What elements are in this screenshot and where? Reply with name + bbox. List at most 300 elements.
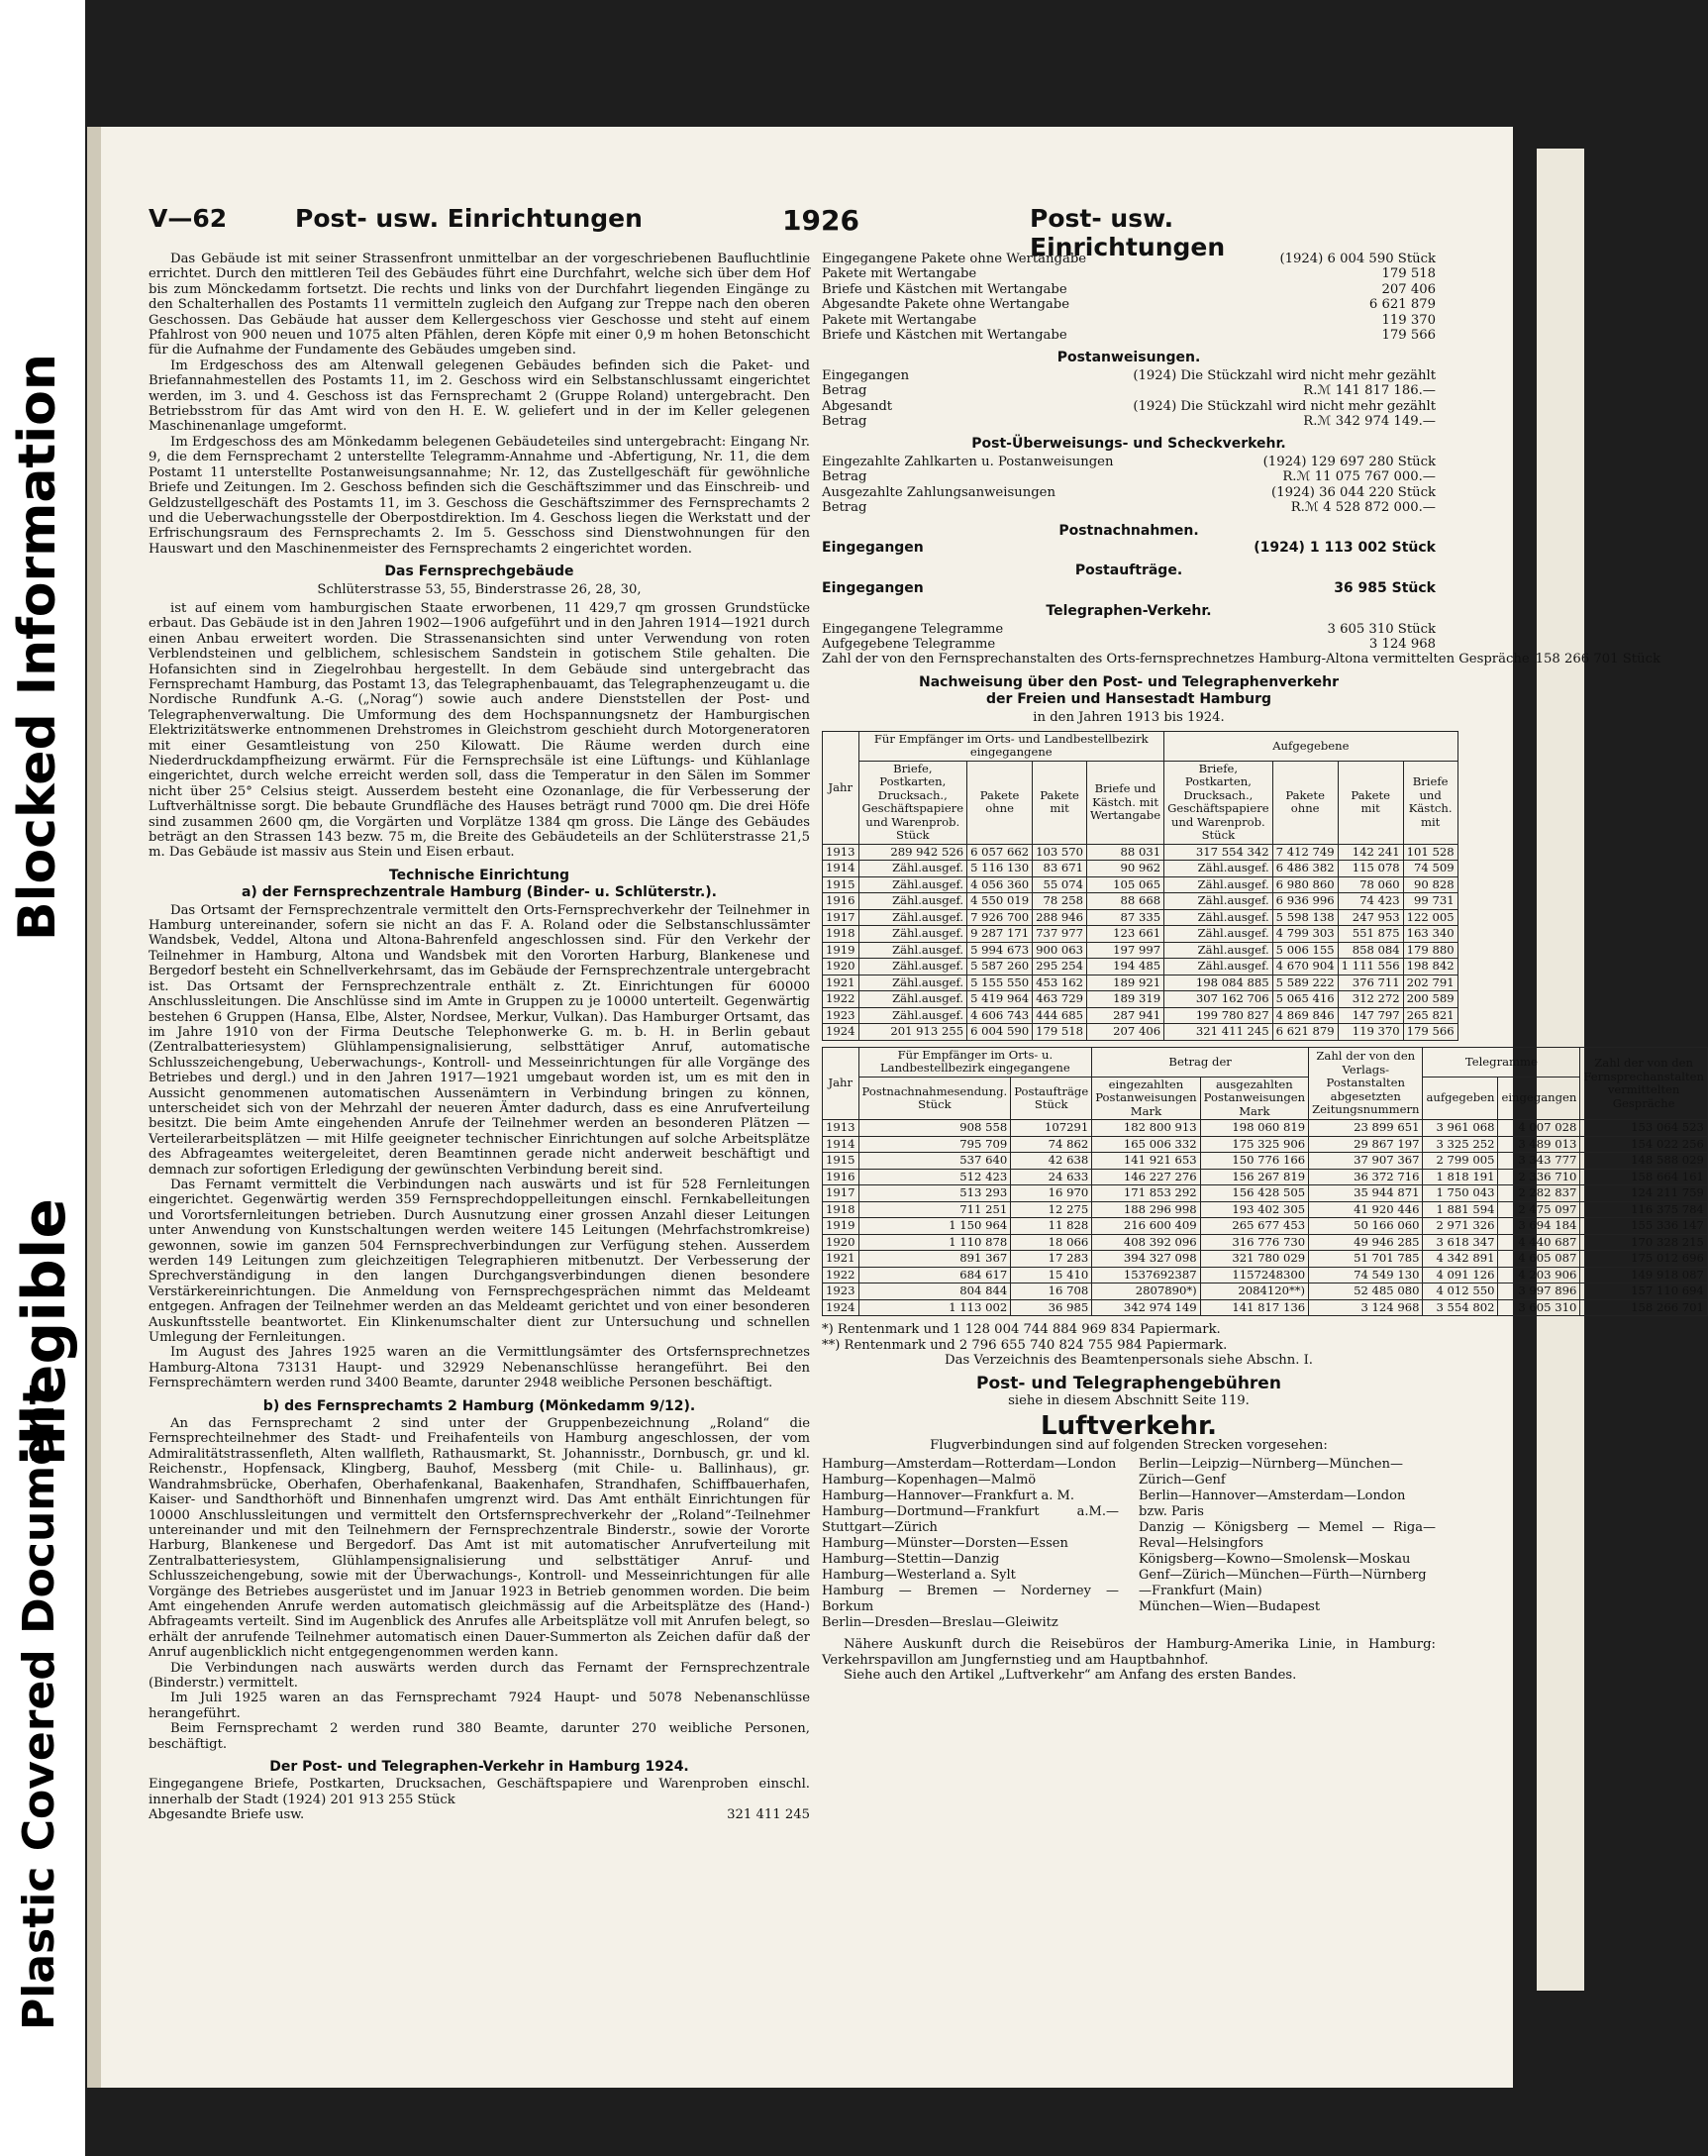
stat-entry xyxy=(822,368,1436,383)
section-heading: Nachweisung über den Post- und Telegraphenverkehr xyxy=(919,673,1339,690)
stat-value: 179 518 xyxy=(1381,266,1436,282)
traffic-table-2 xyxy=(822,1047,1708,1317)
stat-entry xyxy=(822,469,1436,484)
table-column-header: aufgegeben xyxy=(1423,1077,1498,1120)
routes-left xyxy=(822,1457,1119,1631)
table-cell: 1922 xyxy=(823,1267,859,1283)
stat-value: (1924) Die Stückzahl wird nicht mehr gezählt xyxy=(1133,398,1436,414)
table-cell: 179 518 xyxy=(1033,1024,1087,1041)
table-cell: 5 116 130 xyxy=(967,861,1033,877)
table-cell: 142 241 xyxy=(1338,844,1403,861)
table-cell: 321 411 245 xyxy=(1164,1024,1273,1041)
table-cell: 119 370 xyxy=(1338,1024,1403,1041)
table-header: Jahr xyxy=(823,1047,859,1120)
route-item: Danzig — Königsberg — Memel — Riga—Reval—Helsingfors xyxy=(1139,1520,1436,1552)
section-heading: a) der Fernsprechzentrale Hamburg (Binder- u. Schlüterstr.). xyxy=(241,884,718,901)
table-cell: 202 791 xyxy=(1403,975,1457,991)
table-header: Zahl der von den Verlags-Postanstalten abgesetzten Zeitungsnummern xyxy=(1309,1047,1423,1120)
stat-value: 36 985 Stück xyxy=(1334,579,1436,596)
table-column-header: Briefe und Kästch. mit xyxy=(1403,761,1457,844)
section-heading: Postnachnahmen. xyxy=(1058,522,1199,539)
table-cell: 74 423 xyxy=(1338,893,1403,910)
table-cell: Zähl.ausgef. xyxy=(1164,926,1273,943)
table-cell: 99 731 xyxy=(1403,893,1457,910)
table-row xyxy=(823,844,1458,861)
routes-right xyxy=(1139,1457,1436,1631)
table-cell: 141 817 136 xyxy=(1200,1299,1308,1316)
flight-routes xyxy=(822,1457,1436,1631)
table-cell: 1 150 964 xyxy=(858,1218,1011,1235)
stat-label: Zahl der von den Fernsprechanstalten des Orts-fernsprechnetzes Hamburg-Altona vermittelten Gespräche xyxy=(822,652,1530,667)
table-cell: 3 694 184 xyxy=(1498,1218,1580,1235)
table-cell: 146 227 276 xyxy=(1092,1169,1200,1185)
table-cell: 165 006 332 xyxy=(1092,1136,1200,1153)
stat-entry xyxy=(822,500,1436,515)
telegraph-stats xyxy=(822,621,1660,667)
route-item: Genf—Zürich—München—Fürth—Nürnberg—Frankfurt (Main) xyxy=(1139,1568,1427,1599)
table-cell: 158 664 161 xyxy=(1580,1169,1708,1185)
table-cell: 3 124 968 xyxy=(1309,1299,1423,1316)
table-cell: 124 211 759 xyxy=(1580,1185,1708,1202)
table-cell: 179 880 xyxy=(1403,942,1457,959)
route-item: Berlin—Hannover—Amsterdam—London bzw. Paris xyxy=(1139,1489,1406,1520)
table-cell: Zähl.ausgef. xyxy=(1164,942,1273,959)
section-subheading: in den Jahren 1913 bis 1924. xyxy=(1033,709,1225,725)
section-subheading: Flugverbindungen sind auf folgenden Strecken vorgesehen: xyxy=(930,1437,1328,1453)
table-cell: 24 633 xyxy=(1011,1169,1092,1185)
paragraph: Siehe auch den Artikel „Luftverkehr“ am Anfang des ersten Bandes. xyxy=(844,1668,1297,1684)
table-cell: Zähl.ausgef. xyxy=(1164,861,1273,877)
table-cell: 50 166 060 xyxy=(1309,1218,1423,1235)
table-cell: 512 423 xyxy=(858,1169,1011,1185)
traffic-table-1 xyxy=(822,731,1458,1041)
table-cell: 1923 xyxy=(823,1283,859,1300)
section-heading: Post- und Telegraphengebühren xyxy=(976,1373,1281,1393)
table-cell: 2807890*) xyxy=(1092,1283,1200,1300)
stat-entry xyxy=(822,282,1436,297)
table-cell: 4 012 550 xyxy=(1423,1283,1498,1300)
table-cell: 193 402 305 xyxy=(1200,1201,1308,1218)
table-cell: 149 918 087 xyxy=(1580,1267,1708,1283)
stat-entry xyxy=(822,252,1436,266)
table-column-header: Briefe, Postkarten, Drucksach., Geschäftspapiere und Warenprob. Stück xyxy=(858,761,967,844)
table-cell: 1924 xyxy=(823,1024,859,1041)
table-cell: 3 554 802 xyxy=(1423,1299,1498,1316)
table-row xyxy=(823,1136,1708,1153)
table-row xyxy=(823,1007,1458,1024)
stat-label: Betrag xyxy=(822,414,867,430)
table-column-header: Pakete mit xyxy=(1338,761,1403,844)
table-cell: 3 997 896 xyxy=(1498,1283,1580,1300)
stat-value: (1924) 6 004 590 Stück xyxy=(1279,252,1436,266)
table-header: Aufgegebene xyxy=(1164,731,1458,761)
stat-label: Briefe und Kästchen mit Wertangabe xyxy=(822,328,1067,344)
table-row xyxy=(823,1201,1708,1218)
table-cell: 1 110 878 xyxy=(858,1234,1011,1251)
route-item: Königsberg—Kowno—Smolensk—Moskau xyxy=(1139,1552,1411,1568)
table-column-header: ausgezahlten Postanweisungen Mark xyxy=(1200,1077,1308,1120)
table-column-header: Briefe und Kästch. mit Wertangabe xyxy=(1087,761,1164,844)
stat-label: Aufgegebene Telegramme xyxy=(822,636,996,652)
table-cell: 158 266 701 xyxy=(1580,1299,1708,1316)
paragraph: Das Ortsamt der Fernsprechzentrale vermittelt den Orts-Fernsprechverkehr der Teilnehmer in Hamburg untereinander, sofern sie nicht an das F. A. Roland oder die Selbstanschlussämter Wandsbek, Veddel, Altona und Altona-Bahrenfeld angeschlossen sind. Für den Verkehr der Teilnehmer in Hamburg, Altona und Wandsbek mit den Vororten Harburg, Blankenese und Bergedorf besteht ein Schnellverkehrsamt, das im Gebäude der Fernsprechzentrale untergebracht ist. Das Ortsamt der Fernsprechzentrale enthält z. Zt. Einrichtungen für 60000 Anschlussleitungen. Die Anschlüsse sind im Amte in Gruppen zu je 10000 unterteilt. Gegenwärtig bestehen 6 Gruppen (Hansa, Elbe, Alster, Nordsee, Merkur, Vulkan). Das Hamburger Ortsamt, das im Jahre 1910 von der Firma Deutsche Telephonwerke G. m. b. H. in Berlin gebaut (Zentralbatteriesystem) Glühlampensignalisierung, selbsttätiger Anruf, automatische Schlusszeichengebung, Ueberwachungs-, Kontroll- und Messeinrichtungen für alle Vorgänge des Betriebes und dergl.) und in den Jahren 1917—1921 umgebaut worden ist, um es mit den in Aussicht genommenen automatischen Aussenämtern in Verbindung bringen zu können, unterscheidet sich von der Mehrzahl der neueren Ämter dadurch, dass es eine Anrufverteilung besitzt. Die beim Amte eingehenden Anrufe der Teilnehmer werden an besonderen Plätzen — Verteilerarbeitsplätzen — mit Hilfe geeigneter technischer Einrichtungen auf solche Arbeitsplätze des Abfrageamtes weitergeleitet, deren Beamtinnen gerade nicht anderweit beschäftigt und demnach zur sofortigen Erledigung der gewünschten Verbindung bereit sind. xyxy=(149,902,810,1178)
table-cell: 2 971 326 xyxy=(1423,1218,1498,1235)
stat-value: R.ℳ 141 817 186.— xyxy=(1303,383,1436,399)
table-cell: 11 828 xyxy=(1011,1218,1092,1235)
table-cell: 6 486 382 xyxy=(1272,861,1338,877)
table-column-header: Pakete ohne xyxy=(1272,761,1338,844)
table-row xyxy=(823,1169,1708,1185)
table-cell: 23 899 651 xyxy=(1309,1120,1423,1137)
table-cell: 408 392 096 xyxy=(1092,1234,1200,1251)
money-order-stats xyxy=(822,368,1436,430)
page-number: V—62 xyxy=(149,204,228,233)
stat-value: 207 406 xyxy=(1381,281,1436,297)
plastic-covered-label: Plastic Covered Document xyxy=(14,1384,64,2030)
table-cell: 1 113 002 xyxy=(858,1299,1011,1316)
stat-label: Betrag xyxy=(822,383,867,399)
table-cell: 6 980 860 xyxy=(1272,876,1338,893)
table-cell: 123 661 xyxy=(1087,926,1164,943)
table-cell: 1916 xyxy=(823,1169,859,1185)
table-column-header: eingegangen xyxy=(1498,1077,1580,1120)
table-cell: 194 485 xyxy=(1087,959,1164,975)
table-cell: 3 618 347 xyxy=(1423,1234,1498,1251)
table-cell: 265 821 xyxy=(1403,1007,1457,1024)
stat-label: Eingegangen xyxy=(822,579,924,596)
route-item: München—Wien—Budapest xyxy=(1139,1599,1321,1615)
stat-label: Abgesandte Pakete ohne Wertangabe xyxy=(822,297,1070,313)
table-cell: 1157248300 xyxy=(1200,1267,1308,1283)
stat-value: R.ℳ 4 528 872 000.— xyxy=(1290,500,1436,516)
table-cell: 5 065 416 xyxy=(1272,991,1338,1008)
stat-label: Eingegangen xyxy=(822,539,924,556)
table-cell: 7 926 700 xyxy=(967,909,1033,926)
stat-label: Abgesandt xyxy=(822,398,893,414)
section-heading: Postaufträge. xyxy=(1074,563,1183,579)
table-row xyxy=(823,991,1458,1008)
table-cell: 4 007 028 xyxy=(1498,1120,1580,1137)
table-cell: 115 078 xyxy=(1338,861,1403,877)
table-cell: 908 558 xyxy=(858,1120,1011,1137)
table-column-header: Postaufträge Stück xyxy=(1011,1077,1092,1120)
stat-value: 321 411 245 xyxy=(727,1807,810,1823)
table-cell: 1923 xyxy=(823,1007,859,1024)
table-cell: 18 066 xyxy=(1011,1234,1092,1251)
paragraph: Im August des Jahres 1925 waren an die Vermittlungsämter des Ortsfernsprechnetzes Hamburg-Altona 73131 Haupt- und 32929 Nebenanschlüsse herangeführt. Bei den Fernsprechämtern werden rund 3400 Beamte, darunter 2948 weibliche Personen beschäftigt. xyxy=(149,1345,810,1391)
table-cell: 1924 xyxy=(823,1299,859,1316)
stat-entry xyxy=(822,637,1436,652)
table-row xyxy=(823,861,1458,877)
section-subheading: siehe in diesem Abschnitt Seite 119. xyxy=(1008,1393,1250,1409)
stat-entry xyxy=(822,297,1436,312)
table-cell: Zähl.ausgef. xyxy=(858,991,967,1008)
table-cell: 711 251 xyxy=(858,1201,1011,1218)
table-row xyxy=(823,926,1458,943)
header-title-left: Post- usw. Einrichtungen xyxy=(295,204,643,233)
table-cell: 804 844 xyxy=(858,1283,1011,1300)
stat-entry xyxy=(822,541,1436,556)
table-cell: Zähl.ausgef. xyxy=(858,909,967,926)
section-heading: der Freien und Hansestadt Hamburg xyxy=(985,691,1271,708)
table-cell: 4 091 126 xyxy=(1423,1267,1498,1283)
table-cell: 189 319 xyxy=(1087,991,1164,1008)
stat-entry xyxy=(149,1777,810,1807)
table-cell: Zähl.ausgef. xyxy=(1164,876,1273,893)
table-cell: Zähl.ausgef. xyxy=(858,926,967,943)
table-cell: 157 110 694 xyxy=(1580,1283,1708,1300)
table-cell: 1920 xyxy=(823,1234,859,1251)
side-label-strip xyxy=(0,0,85,2156)
table-cell: 103 570 xyxy=(1033,844,1087,861)
table-row xyxy=(823,942,1458,959)
table-cell: 1918 xyxy=(823,1201,859,1218)
table-row xyxy=(823,909,1458,926)
table-cell: 4 670 904 xyxy=(1272,959,1338,975)
table-cell: 141 921 653 xyxy=(1092,1153,1200,1170)
table-cell: 1913 xyxy=(823,844,859,861)
stat-label: Eingegangene Briefe, Postkarten, Drucksachen, Geschäftspapiere und Warenproben einschl. innerhalb der Stadt xyxy=(149,1777,810,1807)
stat-value: 3 605 310 Stück xyxy=(1327,621,1436,637)
table-cell: 42 638 xyxy=(1011,1153,1092,1170)
table-cell: 5 006 155 xyxy=(1272,942,1338,959)
paragraph: Die Verbindungen nach auswärts werden durch das Fernamt der Fernsprechzentrale (Binderstr.) vermittelt. xyxy=(149,1660,810,1691)
table-cell: 6 004 590 xyxy=(967,1024,1033,1041)
table-cell: 170 328 215 xyxy=(1580,1234,1708,1251)
table-cell: 3 961 068 xyxy=(1423,1120,1498,1137)
table-cell: 1915 xyxy=(823,1153,859,1170)
table-cell: 2 282 837 xyxy=(1498,1185,1580,1202)
table-cell: Zähl.ausgef. xyxy=(1164,909,1273,926)
table-cell: 1921 xyxy=(823,975,859,991)
stat-value: (1924) 1 113 002 Stück xyxy=(1254,539,1436,556)
stat-label: Betrag xyxy=(822,469,867,485)
table-header: Telegramme xyxy=(1423,1047,1580,1077)
paragraph: ist auf einem vom hamburgischen Staate erworbenen, 11 429,7 qm grossen Grundstücke erbaut. Das Gebäude ist in den Jahren 1902—1906 aufgeführt und in den Jahren 1914—1921 durch einen Anbau erweitert worden. Die Strassenansichten sind unter Verwendung von roten Verblendsteinen und gelblichem, schlesischem Sandstein in gotischem Stile gehalten. Die Hofansichten sind in Ziegelrohbau hergestellt. In dem Gebäude sind untergebracht das Fernsprechamt Hamburg, das Postamt 13, das Telegraphenbauamt, das Telegraphenzeugamt u. die Nordische Rundfunk A.-G. („Norag“) sowie auch andere Dienststellen der Post- und Telegraphenverwaltung. Die Umformung des dem Hochspannungsnetz der Hamburgischen Elektrizitätswerke entnommenen Drehstromes in Gleichstrom geschieht durch Motorgeneratoren mit einer Gesamtleistung von 250 Kilowatt. Die Räume werden durch eine Niederdruckdampfheizung erwärmt. Für die Fernsprechsäle ist eine Lüftungs- und Kühlanlage eingerichtet, durch welche erreicht werden soll, dass die Temperatur in den Sälen im Sommer nicht über 25° Celsius steigt. Ausserdem besteht eine Ozonanlage, die für Verbesserung der Luftverhältnisse sorgt. Die bebaute Grundfläche des Hauses beträgt rund 7000 qm. Die drei Höfe sind zusammen 2600 qm, die Vorgärten und Vorplätze 1384 qm gross. Die Länge des Gebäudes beträgt an den Strassen 143 bezw. 75 m, die Breite des Gebäudeteils an der Schlüterstrasse 21,5 m. Das Gebäude ist massiv aus Stein und Eisen erbaut. xyxy=(149,600,810,861)
table-cell: 5 419 964 xyxy=(967,991,1033,1008)
table-cell: 88 668 xyxy=(1087,893,1164,910)
table-cell: 155 336 147 xyxy=(1580,1218,1708,1235)
table-cell: 1 881 594 xyxy=(1423,1201,1498,1218)
route-item: Berlin—Leipzig—Nürnberg—München—Zürich—Genf xyxy=(1139,1457,1403,1489)
section-heading: Telegraphen-Verkehr. xyxy=(1046,603,1212,620)
table-cell: Zähl.ausgef. xyxy=(858,942,967,959)
section-subheading: Schlüterstrasse 53, 55, Binderstrasse 26, 28, 30, xyxy=(317,581,642,597)
table-cell: 1919 xyxy=(823,942,859,959)
table-cell: 3 605 310 xyxy=(1498,1299,1580,1316)
table-cell: 37 907 367 xyxy=(1309,1153,1423,1170)
table-cell: 4 056 360 xyxy=(967,876,1033,893)
table-cell: 5 155 550 xyxy=(967,975,1033,991)
blocked-information-label: Blocked Information xyxy=(8,354,67,941)
table-cell: 154 022 256 xyxy=(1580,1136,1708,1153)
table-cell: 156 428 505 xyxy=(1200,1185,1308,1202)
table-header: Betrag der xyxy=(1092,1047,1309,1077)
table-cell: 16 708 xyxy=(1011,1283,1092,1300)
header-title-right: Post- usw. Einrichtungen xyxy=(1030,204,1226,261)
table-row xyxy=(823,1299,1708,1316)
paragraph: Das Fernamt vermittelt die Verbindungen nach auswärts und ist für 528 Fernleitungen eingerichtet. Gegenwärtig werden 359 Fernsprechdoppelleitungen einschl. Fernkabelleitungen und Vorortsfernleitungen betrieben. Durch Ausnutzung einer grossen Anzahl dieser Leitungen unter Anwendung von Kunstschaltungen werden weitere 145 Leitungen (Mehrfachstromkreise) gewonnen, sowie im ganzen 504 Fernsprechverbindungen zur Verfügung stehen. Ausserdem werden 149 Leitungen zum gleichzeitigen Telegraphieren mitbenutzt. Der Verbesserung der Sprechverständigung in den langen Durchgangsverbindungen dienen besondere Verstärkereinrichtungen. Die Anmeldung von Fernsprechgesprächen nimmt das Meldeamt entgegen. Anfragen der Teilnehmer werden an das Meldeamt gerichtet und von einer besonderen Auskunftsstelle beantwortet. Ein Klinkenumschalter dient zur Untersuchung und schnellen Umlegung der Fernleitungen. xyxy=(149,1177,810,1346)
footnote: **) Rentenmark und 2 796 655 740 824 755 984 Papiermark. xyxy=(822,1337,1228,1353)
table-cell: 2084120**) xyxy=(1200,1283,1308,1300)
section-heading: Postanweisungen. xyxy=(1056,350,1201,366)
table-cell: 317 554 342 xyxy=(1164,844,1273,861)
stat-entry xyxy=(822,622,1436,637)
stat-label: Pakete mit Wertangabe xyxy=(822,266,977,282)
route-item: Hamburg—Hannover—Frankfurt a. M. xyxy=(822,1489,1075,1504)
table-cell: 1913 xyxy=(823,1120,859,1137)
table-cell: 5 598 138 xyxy=(1272,909,1338,926)
table-cell: 5 994 673 xyxy=(967,942,1033,959)
route-item: Hamburg—Westerland a. Sylt xyxy=(822,1568,1016,1584)
table-cell: 78 060 xyxy=(1338,876,1403,893)
footnote: Das Verzeichnis des Beamtenpersonals siehe Abschn. I. xyxy=(945,1353,1313,1369)
table-cell: 1916 xyxy=(823,893,859,910)
table-header: Für Empfänger im Orts- und Landbestellbezirk eingegangene xyxy=(858,731,1164,761)
table-cell: 6 621 879 xyxy=(1272,1024,1338,1041)
luftverkehr-heading: Luftverkehr. xyxy=(1041,1410,1217,1441)
table-cell: 122 005 xyxy=(1403,909,1457,926)
stat-value: 119 370 xyxy=(1381,312,1436,328)
stat-label: Ausgezahlte Zahlungsanweisungen xyxy=(822,484,1055,500)
table-cell: 1920 xyxy=(823,959,859,975)
table-cell: 295 254 xyxy=(1033,959,1087,975)
table-cell: 1914 xyxy=(823,1136,859,1153)
table-column-header: Briefe, Postkarten, Drucksach., Geschäftspapiere und Warenprob. Stück xyxy=(1164,761,1273,844)
stat-label: Briefe und Kästchen mit Wertangabe xyxy=(822,281,1067,297)
stat-label: Betrag xyxy=(822,500,867,516)
table-cell: 2 336 710 xyxy=(1498,1169,1580,1185)
table-cell: 737 977 xyxy=(1033,926,1087,943)
section-heading: Post-Überweisungs- und Scheckverkehr. xyxy=(971,436,1286,453)
table-cell: 900 063 xyxy=(1033,942,1087,959)
table-cell: 90 962 xyxy=(1087,861,1164,877)
table-cell: 201 913 255 xyxy=(858,1024,967,1041)
table-cell: 199 780 827 xyxy=(1164,1007,1273,1024)
stat-entry xyxy=(822,414,1436,429)
table-cell: 150 776 166 xyxy=(1200,1153,1308,1170)
table-cell: 107291 xyxy=(1011,1120,1092,1137)
table-cell: Zähl.ausgef. xyxy=(858,876,967,893)
left-column xyxy=(149,252,810,1823)
route-item: Berlin—Dresden—Breslau—Gleiwitz xyxy=(822,1615,1058,1631)
stat-entry xyxy=(822,399,1436,414)
stat-label: Eingegangen xyxy=(822,367,910,383)
table-cell: 7 412 749 xyxy=(1272,844,1338,861)
stat-entry xyxy=(822,266,1436,281)
table-cell: 90 828 xyxy=(1403,876,1457,893)
table-row xyxy=(823,1218,1708,1235)
table-cell: Zähl.ausgef. xyxy=(858,975,967,991)
table-cell: 156 267 819 xyxy=(1200,1169,1308,1185)
stat-value: R.ℳ 342 974 149.— xyxy=(1303,414,1436,430)
table-cell: 287 941 xyxy=(1087,1007,1164,1024)
stat-label: Eingegangene Pakete ohne Wertangabe xyxy=(822,252,1087,266)
table-row xyxy=(823,959,1458,975)
paragraph: An das Fernsprechamt 2 sind unter der Gruppenbezeichnung „Roland“ die Fernsprechteilnehmer des Stadt- und Freihafenteils von Hamburg angeschlossen, der vom Admiralitätstrassenfleth, Alten wallfleth, Rathausmarkt, St. Johannisstr., Dornbusch, gr. und kl. Reichenstr., Hopfensack, Klingberg, Bauhof, Messberg (mit Chile- u. Ballinhaus), gr. Wandrahmsbrücke, Oberhafen, Oberhafenkanal, Baakenhafen, Strandhafen, Schiffbauerhafen, Kaiser- und Sandthorhöft und Binnenhafen umgrenzt wird. Das Amt enthält Einrichtungen für 10000 Anschlussleitungen und vermittelt den Ortsfernsprechverkehr der „Roland“-Teilnehmer untereinander und mit den Teilnehmern der Fernsprechzentrale Binderstr., sowie der Vororte Harburg, Blankenese und Bergedorf. Das Amt ist mit automatischer Anrufverteilung mit Zentralbatteriesystem, Glühlampensignalisierung und selbsttätiger Anruf- und Schlusszeichengebung, sowie mit der Überwachungs-, Kontroll- und Messeinrichtungen für alle Vorgänge des Betriebes ausgerüstet und im Januar 1923 in Betrieb genommen worden. Die beim Amt eingehenden Anrufe werden automatisch gleichmässig auf die Arbeitsplätze des (Hand-) Abfrageamts verteilt. Sind im Augenblick des Anrufes alle Arbeitsplätze voll mit Anrufen belegt, so erhält der anrufende Teilnehmer automatisch einen Dauer-Summerton als Zeichen dafür daß der Anruf augenblicklich nicht entgegengenommen werden kann. xyxy=(149,1416,810,1661)
section-heading: Technische Einrichtung xyxy=(388,867,570,883)
stat-entry xyxy=(822,652,1660,667)
table-cell: 2 475 097 xyxy=(1498,1201,1580,1218)
table-row xyxy=(823,1267,1708,1283)
table-cell: 2 799 005 xyxy=(1423,1153,1498,1170)
table-row xyxy=(823,876,1458,893)
table-cell: 1921 xyxy=(823,1251,859,1268)
table-cell: Zähl.ausgef. xyxy=(858,893,967,910)
table-cell: 29 867 197 xyxy=(1309,1136,1423,1153)
table-cell: 307 162 706 xyxy=(1164,991,1273,1008)
table-cell: 35 944 871 xyxy=(1309,1185,1423,1202)
parcel-stats xyxy=(822,252,1436,343)
table-cell: 444 685 xyxy=(1033,1007,1087,1024)
table-row xyxy=(823,1283,1708,1300)
right-column xyxy=(822,252,1704,1684)
table-cell: 394 327 098 xyxy=(1092,1251,1200,1268)
table-row xyxy=(823,1185,1708,1202)
table-cell: 175 325 906 xyxy=(1200,1136,1308,1153)
table-cell: 1 111 556 xyxy=(1338,959,1403,975)
table-cell: 3 325 252 xyxy=(1423,1136,1498,1153)
table-cell: 9 287 171 xyxy=(967,926,1033,943)
table-cell: 4 342 891 xyxy=(1423,1251,1498,1268)
table-cell: 188 296 998 xyxy=(1092,1201,1200,1218)
stat-label: Eingezahlte Zahlkarten u. Postanweisungen xyxy=(822,454,1114,469)
table-column-header: Pakete mit xyxy=(1033,761,1087,844)
table-cell: 175 012 696 xyxy=(1580,1251,1708,1268)
table-cell: 891 367 xyxy=(858,1251,1011,1268)
table-cell: Zähl.ausgef. xyxy=(858,861,967,877)
table-cell: 105 065 xyxy=(1087,876,1164,893)
table-cell: 179 566 xyxy=(1403,1024,1457,1041)
table-cell: 342 974 149 xyxy=(1092,1299,1200,1316)
table-cell: Zähl.ausgef. xyxy=(858,1007,967,1024)
table-cell: 148 588 029 xyxy=(1580,1153,1708,1170)
table-cell: 4 605 087 xyxy=(1498,1251,1580,1268)
table-cell: 1 818 191 xyxy=(1423,1169,1498,1185)
table-row xyxy=(823,1120,1708,1137)
stat-label: Eingegangene Telegramme xyxy=(822,621,1004,637)
stat-value: (1924) 36 044 220 Stück xyxy=(1271,484,1436,500)
stat-value: R.ℳ 11 075 767 000.— xyxy=(1282,469,1436,485)
table-column-header: Postnachnahmesendung. Stück xyxy=(858,1077,1011,1120)
table-header: Zahl der von den Fernsprechanstalten vermittelten Gespräche xyxy=(1580,1047,1708,1120)
table-cell: 288 946 xyxy=(1033,909,1087,926)
section-heading: Das Fernsprechgebäude xyxy=(384,564,574,580)
table-cell: 1922 xyxy=(823,991,859,1008)
table-cell: 537 640 xyxy=(858,1153,1011,1170)
section-heading: Der Post- und Telegraphen-Verkehr in Hamburg 1924. xyxy=(269,1759,689,1775)
table-cell: 5 589 222 xyxy=(1272,975,1338,991)
stat-value: 3 124 968 xyxy=(1368,636,1436,652)
table-cell: 101 528 xyxy=(1403,844,1457,861)
table-cell: 15 410 xyxy=(1011,1267,1092,1283)
table-cell: 198 060 819 xyxy=(1200,1120,1308,1137)
table-row xyxy=(823,1024,1458,1041)
table-cell: 513 293 xyxy=(858,1185,1011,1202)
table-cell: 453 162 xyxy=(1033,975,1087,991)
table-cell: 36 372 716 xyxy=(1309,1169,1423,1185)
table-cell: 153 064 523 xyxy=(1580,1120,1708,1137)
table-cell: 858 084 xyxy=(1338,942,1403,959)
stat-value: 179 566 xyxy=(1381,328,1436,344)
table-cell: 321 780 029 xyxy=(1200,1251,1308,1268)
table-row xyxy=(823,1251,1708,1268)
table-cell: 74 509 xyxy=(1403,861,1457,877)
paragraph: Das Gebäude ist mit seiner Strassenfront unmittelbar an der vorgeschriebenen Baufluchtlinie errichtet. Durch den mittleren Teil des Gebäudes führt eine Durchfahrt, welche sich über dem Hof bis zum Mönckedamm fortsetzt. Die rechts und links von der Durchfahrt liegenden Eingänge zu den Schalterhallen des Postamts 11 vermitteln zugleich den Aufgang zur Treppe nach den oberen Geschossen. Das Gebäude hat ausser dem Kellergeschoss vier Geschosse und steht auf einem Pfahlrost von 900 neuen und 1075 alten Pfählen, deren Köpfe mit einer 0,9 m hohen Betonschicht für die Aufnahme der Fundamente des Gebäudes umgeben sind. xyxy=(149,252,810,359)
stat-entry xyxy=(149,1807,810,1822)
page-edge xyxy=(87,127,101,2088)
paragraph: Im Erdgeschoss des am Altenwall gelegenen Gebäudes befinden sich die Paket- und Briefannahmestellen des Postamts 11, im 2. Geschoss wird ein Selbstanschlussamt eingerichtet werden, im 3. und 4. Geschoss ist das Fernsprechamt 2 (Gruppe Roland) untergebracht. Den Betriebsstrom für das Amt wird von den H. E. W. geliefert und in der im Keller gelegenen Maschinenanlage umgeformt. xyxy=(149,358,810,435)
